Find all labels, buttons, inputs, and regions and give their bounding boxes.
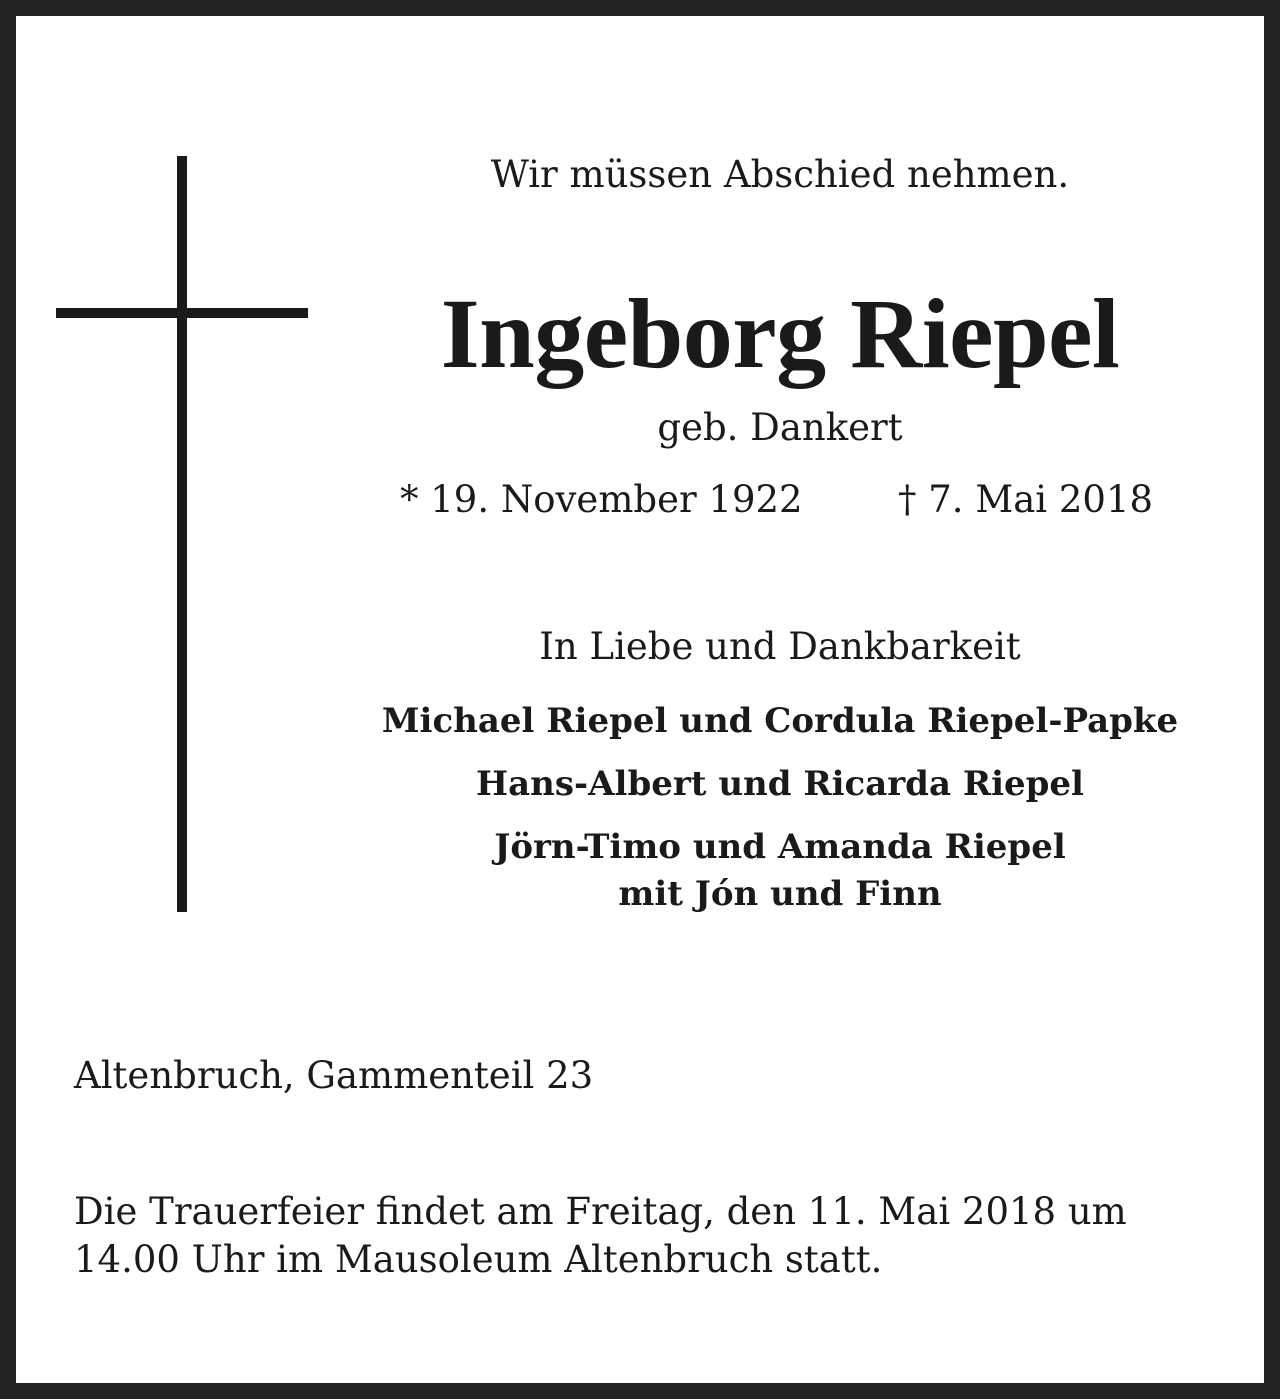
dedication: In Liebe und Dankbarkeit xyxy=(539,625,1021,668)
address: Altenbruch, Gammenteil 23 xyxy=(74,1054,594,1097)
mourner-line: Michael Riepel und Cordula Riepel-Papke xyxy=(381,701,1179,741)
mourner-line: Jörn-Timo und Amanda Riepel xyxy=(494,827,1066,867)
cross-horizontal-bar xyxy=(56,308,308,318)
funeral-notice-line: Die Trauerfeier findet am Freitag, den 11. Mai 2018 um xyxy=(74,1190,1127,1233)
maiden-name: geb. Dankert xyxy=(657,406,903,449)
funeral-notice-line: 14.00 Uhr im Mausoleum Altenbruch statt. xyxy=(74,1238,883,1281)
intro-line: Wir müssen Abschied nehmen. xyxy=(490,153,1070,196)
mourner-line: mit Jón und Finn xyxy=(618,874,942,914)
funeral-notice xyxy=(74,1188,1224,1284)
mourner-line: Hans-Albert und Ricarda Riepel xyxy=(476,764,1084,804)
deceased-name: Ingeborg Riepel xyxy=(440,278,1120,389)
birth-date: * 19. November 1922 xyxy=(400,478,803,521)
death-date: † 7. Mai 2018 xyxy=(898,478,1154,521)
cross-vertical-bar xyxy=(177,156,187,912)
